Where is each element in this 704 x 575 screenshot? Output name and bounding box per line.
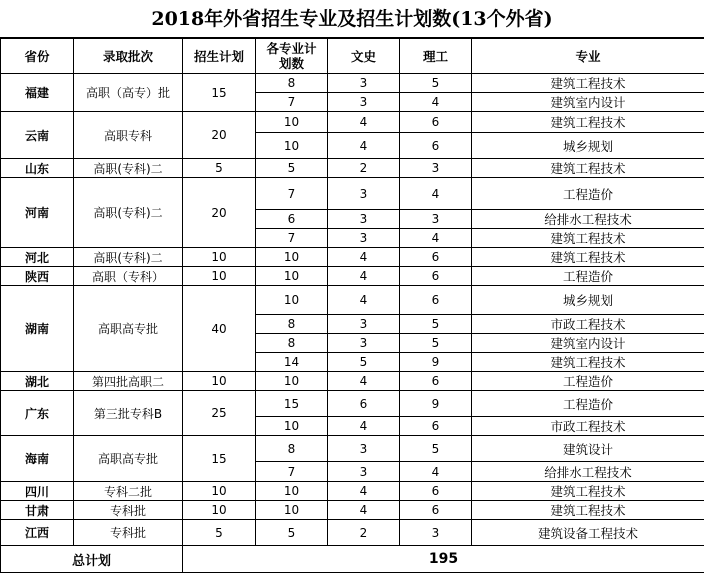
header-arts: 文史: [328, 39, 400, 74]
header-science: 理工: [400, 39, 472, 74]
arts-cell: 4: [328, 286, 400, 315]
arts-cell: 4: [328, 482, 400, 501]
arts-cell: 3: [328, 315, 400, 334]
per-major-count-cell: 7: [256, 462, 328, 482]
batch-cell: 专科批: [74, 501, 183, 520]
table-row: [1, 267, 704, 286]
major-cell: 建筑室内设计: [472, 334, 704, 353]
science-cell: 5: [400, 74, 472, 93]
table-row: [1, 372, 704, 391]
batch-cell: 高职（专科）: [74, 267, 183, 286]
province-cell: 云南: [1, 112, 74, 159]
science-cell: 6: [400, 372, 472, 391]
science-cell: 9: [400, 353, 472, 372]
major-cell: 建筑工程技术: [472, 501, 704, 520]
total-label: 总计划: [1, 546, 183, 573]
province-cell: 陕西: [1, 267, 74, 286]
plan-cell: 10: [183, 482, 256, 501]
arts-cell: 4: [328, 133, 400, 159]
arts-cell: 3: [328, 93, 400, 112]
per-major-count-cell: 7: [256, 178, 328, 210]
province-cell: 甘肃: [1, 501, 74, 520]
major-cell: 市政工程技术: [472, 315, 704, 334]
major-cell: 城乡规划: [472, 133, 704, 159]
science-cell: 4: [400, 229, 472, 248]
plan-cell: 10: [183, 372, 256, 391]
major-cell: 建筑室内设计: [472, 93, 704, 112]
header-major: 专业: [472, 39, 704, 74]
major-cell: 给排水工程技术: [472, 210, 704, 229]
per-major-count-cell: 10: [256, 286, 328, 315]
science-cell: 4: [400, 178, 472, 210]
batch-cell: 高职(专科)二: [74, 248, 183, 267]
plan-cell: 15: [183, 436, 256, 482]
per-major-count-cell: 5: [256, 159, 328, 178]
major-cell: 建筑工程技术: [472, 74, 704, 93]
per-major-count-cell: 7: [256, 229, 328, 248]
per-major-count-cell: 10: [256, 372, 328, 391]
batch-cell: 高职(专科)二: [74, 178, 183, 248]
arts-cell: 4: [328, 248, 400, 267]
major-cell: 建筑设计: [472, 436, 704, 462]
science-cell: 6: [400, 248, 472, 267]
plan-cell: 10: [183, 267, 256, 286]
plan-cell: 5: [183, 159, 256, 178]
per-major-count-cell: 10: [256, 501, 328, 520]
arts-cell: 3: [328, 178, 400, 210]
per-major-count-cell: 10: [256, 112, 328, 133]
per-major-count-cell: 6: [256, 210, 328, 229]
plan-cell: 20: [183, 112, 256, 159]
major-cell: 工程造价: [472, 391, 704, 417]
batch-cell: 高职（高专）批: [74, 74, 183, 112]
province-cell: 河北: [1, 248, 74, 267]
header-province: 省份: [1, 39, 74, 74]
header-batch: 录取批次: [74, 39, 183, 74]
major-cell: 城乡规划: [472, 286, 704, 315]
arts-cell: 3: [328, 210, 400, 229]
plan-cell: 10: [183, 248, 256, 267]
major-cell: 建筑工程技术: [472, 112, 704, 133]
arts-cell: 3: [328, 334, 400, 353]
per-major-count-cell: 15: [256, 391, 328, 417]
science-cell: 4: [400, 93, 472, 112]
table-body: [1, 74, 704, 546]
arts-cell: 2: [328, 520, 400, 546]
enrollment-plan-table: [0, 38, 704, 573]
per-major-count-cell: 10: [256, 267, 328, 286]
per-major-count-cell: 8: [256, 436, 328, 462]
major-cell: 工程造价: [472, 372, 704, 391]
batch-cell: 高职(专科)二: [74, 159, 183, 178]
arts-cell: 3: [328, 74, 400, 93]
science-cell: 3: [400, 520, 472, 546]
science-cell: 6: [400, 417, 472, 436]
science-cell: 4: [400, 462, 472, 482]
per-major-count-cell: 10: [256, 133, 328, 159]
major-cell: 工程造价: [472, 178, 704, 210]
table-row: [1, 178, 704, 210]
province-cell: 海南: [1, 436, 74, 482]
batch-cell: 高职高专批: [74, 286, 183, 372]
arts-cell: 5: [328, 353, 400, 372]
arts-cell: 3: [328, 229, 400, 248]
table-row: [1, 286, 704, 315]
science-cell: 5: [400, 436, 472, 462]
science-cell: 6: [400, 112, 472, 133]
major-cell: 给排水工程技术: [472, 462, 704, 482]
plan-cell: 40: [183, 286, 256, 372]
per-major-count-cell: 5: [256, 520, 328, 546]
science-cell: 6: [400, 482, 472, 501]
batch-cell: 高职高专批: [74, 436, 183, 482]
science-cell: 3: [400, 159, 472, 178]
per-major-count-cell: 10: [256, 417, 328, 436]
major-cell: 建筑工程技术: [472, 248, 704, 267]
arts-cell: 3: [328, 462, 400, 482]
header-row: [1, 39, 704, 74]
province-cell: 山东: [1, 159, 74, 178]
plan-cell: 5: [183, 520, 256, 546]
science-cell: 6: [400, 501, 472, 520]
batch-cell: 高职专科: [74, 112, 183, 159]
table-row: [1, 112, 704, 133]
table-row: [1, 74, 704, 93]
science-cell: 5: [400, 315, 472, 334]
batch-cell: 专科二批: [74, 482, 183, 501]
arts-cell: 4: [328, 417, 400, 436]
per-major-count-cell: 10: [256, 482, 328, 501]
arts-cell: 4: [328, 112, 400, 133]
batch-cell: 第四批高职二: [74, 372, 183, 391]
table-row: [1, 248, 704, 267]
major-cell: 建筑工程技术: [472, 229, 704, 248]
science-cell: 6: [400, 133, 472, 159]
per-major-count-cell: 8: [256, 315, 328, 334]
province-cell: 广东: [1, 391, 74, 436]
per-major-count-cell: 7: [256, 93, 328, 112]
major-cell: 工程造价: [472, 267, 704, 286]
plan-cell: 15: [183, 74, 256, 112]
total-value: 195: [183, 546, 704, 573]
science-cell: 6: [400, 267, 472, 286]
province-cell: 福建: [1, 74, 74, 112]
major-cell: 建筑设备工程技术: [472, 520, 704, 546]
header-per-major: 各专业计划数: [256, 39, 328, 74]
total-row: [1, 546, 704, 573]
table-row: [1, 501, 704, 520]
batch-cell: 专科批: [74, 520, 183, 546]
science-cell: 6: [400, 286, 472, 315]
province-cell: 河南: [1, 178, 74, 248]
arts-cell: 4: [328, 372, 400, 391]
table-row: [1, 436, 704, 462]
header-plan: 招生计划: [183, 39, 256, 74]
arts-cell: 4: [328, 267, 400, 286]
arts-cell: 3: [328, 436, 400, 462]
page-title: 2018年外省招生专业及招生计划数(13个外省): [0, 0, 704, 38]
science-cell: 5: [400, 334, 472, 353]
science-cell: 3: [400, 210, 472, 229]
province-cell: 江西: [1, 520, 74, 546]
per-major-count-cell: 8: [256, 74, 328, 93]
major-cell: 建筑工程技术: [472, 159, 704, 178]
table-row: [1, 159, 704, 178]
arts-cell: 6: [328, 391, 400, 417]
major-cell: 建筑工程技术: [472, 482, 704, 501]
arts-cell: 2: [328, 159, 400, 178]
province-cell: 湖北: [1, 372, 74, 391]
table-row: [1, 482, 704, 501]
major-cell: 建筑工程技术: [472, 353, 704, 372]
province-cell: 四川: [1, 482, 74, 501]
science-cell: 9: [400, 391, 472, 417]
per-major-count-cell: 8: [256, 334, 328, 353]
per-major-count-cell: 10: [256, 248, 328, 267]
table-row: [1, 520, 704, 546]
arts-cell: 4: [328, 501, 400, 520]
major-cell: 市政工程技术: [472, 417, 704, 436]
batch-cell: 第三批专科B: [74, 391, 183, 436]
table-row: [1, 391, 704, 417]
province-cell: 湖南: [1, 286, 74, 372]
plan-cell: 10: [183, 501, 256, 520]
plan-cell: 20: [183, 178, 256, 248]
per-major-count-cell: 14: [256, 353, 328, 372]
plan-cell: 25: [183, 391, 256, 436]
